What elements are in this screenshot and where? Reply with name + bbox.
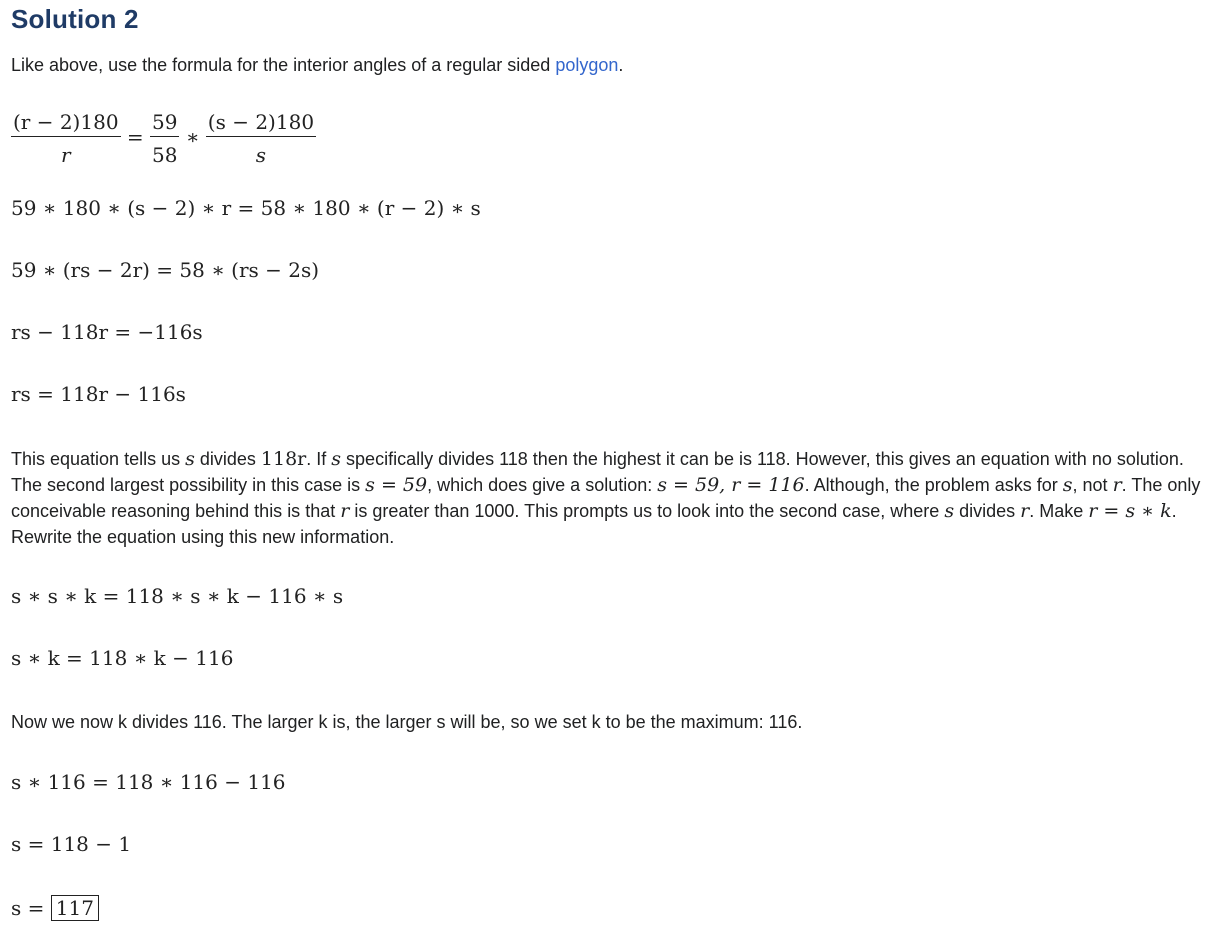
explanation-paragraph: This equation tells us s divides 118r. If s specifically divides 118 then the highest it can be is 118. However, this gives an equation with no solution. The second largest possibility in this case is s = 59, which does give a solution: s = 59, r = 116. Although, the problem asks for s, not r. The only conceivable reasoning behind this is that r is greater than 1000. This prompts us to look into the second case, where s divides r. Make r = s ∗ k. Rewrite the equation using this new information. <box>11 448 1201 547</box>
boxed-answer: 117 <box>51 895 99 921</box>
fraction-right-numerator: (s − 2)180 <box>206 110 316 137</box>
equation-9: s = 118 − 1 <box>11 832 132 856</box>
math-s: s <box>1062 474 1073 496</box>
fraction-middle-numerator: 59 <box>150 110 179 137</box>
math-s: s <box>944 500 955 522</box>
intro-paragraph <box>11 52 623 78</box>
equals-sign: = <box>126 125 144 149</box>
equation-6: s ∗ s ∗ k = 118 ∗ s ∗ k − 116 ∗ s <box>11 584 344 608</box>
intro-text: Like above, use the formula for the interior angles of a regular sided <box>11 55 556 75</box>
fraction-right <box>206 110 316 167</box>
math-r: r <box>1020 500 1030 522</box>
math-solution: s = 59, r = 116 <box>657 474 805 496</box>
polygon-link[interactable]: polygon <box>555 55 619 75</box>
times-sign: ∗ <box>185 125 200 149</box>
fraction-left-numerator: (r − 2)180 <box>11 110 121 137</box>
equation-5: rs = 118r − 116s <box>11 382 186 406</box>
math-s-equals-59: s = 59 <box>365 474 428 496</box>
equation-1 <box>11 110 316 167</box>
fraction-left-denominator: r <box>60 143 71 167</box>
equation-7: s ∗ k = 118 ∗ k − 116 <box>11 646 234 670</box>
math-r: r <box>340 500 350 522</box>
fraction-middle-denominator: 58 <box>152 143 178 167</box>
math-118r: 118r <box>260 448 307 470</box>
equation-8: s ∗ 116 = 118 ∗ 116 − 116 <box>11 770 286 794</box>
math-r: r <box>1112 474 1122 496</box>
math-r-equals-sk: r = s ∗ k <box>1088 500 1172 522</box>
math-s: s <box>331 448 342 470</box>
intro-end: . <box>618 55 624 75</box>
equation-4: rs − 118r = −116s <box>11 320 203 344</box>
equation-10 <box>11 896 99 920</box>
section-heading: Solution 2 <box>11 4 139 34</box>
answer-prefix: s = <box>11 896 45 920</box>
fraction-middle <box>150 110 179 167</box>
equation-2: 59 ∗ 180 ∗ (s − 2) ∗ r = 58 ∗ 180 ∗ (r − 2) ∗ s <box>11 196 481 220</box>
conclusion-paragraph: Now we now k divides 116. The larger k is, the larger s will be, so we set k to be the maximum: 116. <box>11 712 803 732</box>
math-s: s <box>185 448 195 470</box>
fraction-left <box>11 110 121 167</box>
equation-3: 59 ∗ (rs − 2r) = 58 ∗ (rs − 2s) <box>11 258 320 282</box>
fraction-right-denominator: s <box>255 143 267 167</box>
